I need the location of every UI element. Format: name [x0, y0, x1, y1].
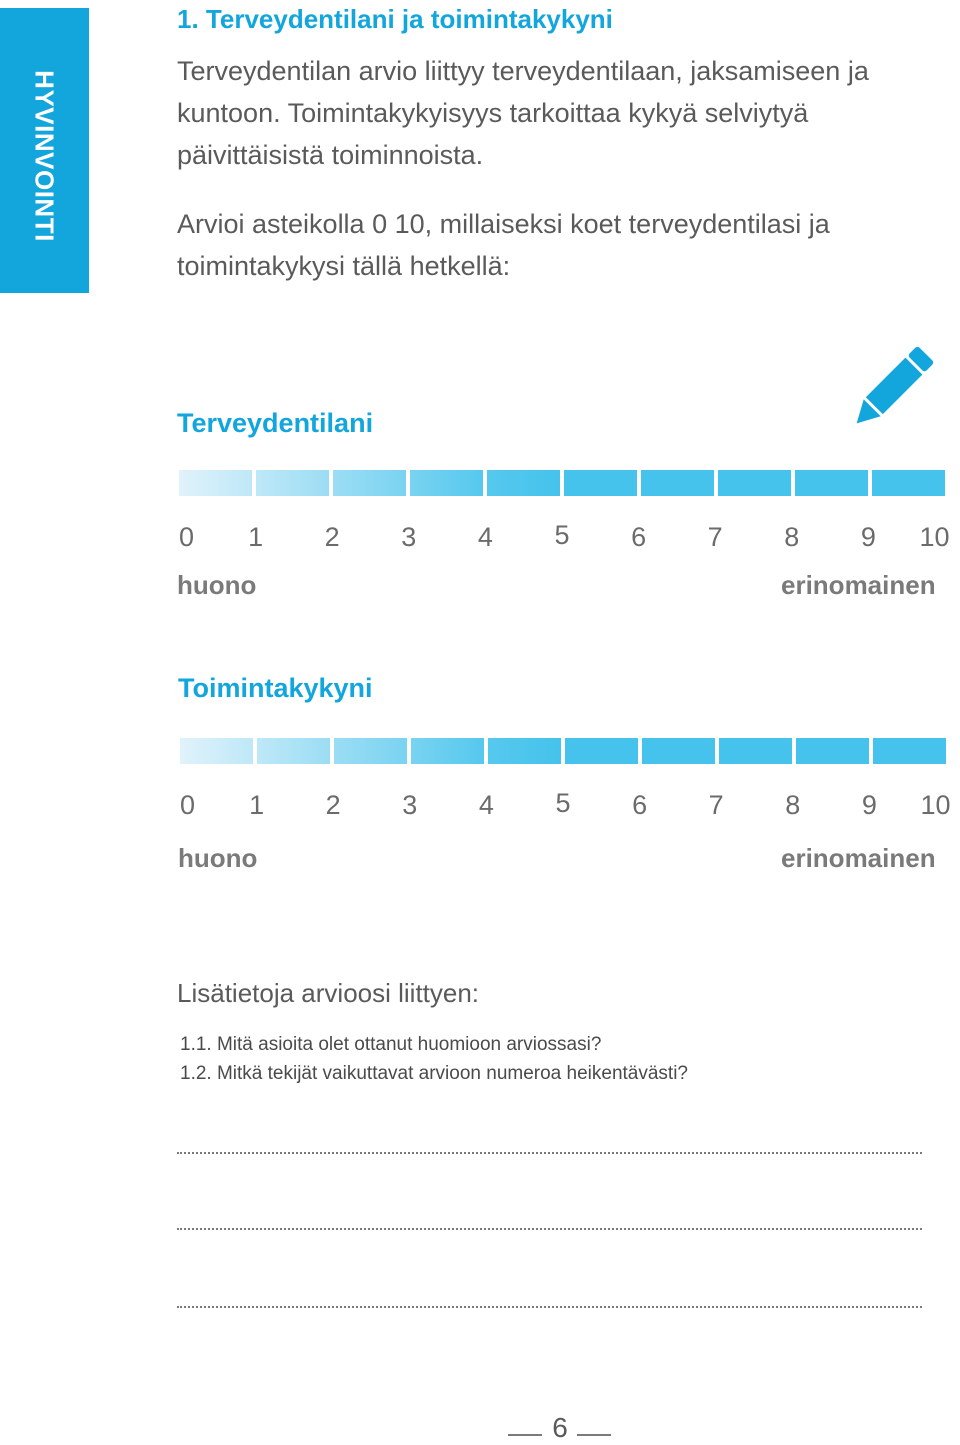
tick-label: 1	[248, 522, 264, 552]
rating-segment[interactable]	[795, 470, 868, 496]
rating-segment[interactable]	[873, 738, 946, 764]
tick-label: 0	[179, 522, 195, 552]
rating-segment[interactable]	[180, 738, 253, 764]
tick-label: 10	[919, 522, 950, 552]
scale-title-function: Toimintakykyni	[178, 673, 373, 703]
tick-label: 4	[477, 522, 493, 552]
rating-segment[interactable]	[488, 738, 561, 764]
rating-segment[interactable]	[333, 470, 406, 496]
pencil-icon	[844, 340, 940, 436]
answer-line[interactable]	[177, 1228, 922, 1230]
rating-segment[interactable]	[642, 738, 715, 764]
section-title: 1. Terveydentilani ja toimintakykyni	[177, 4, 613, 34]
scale-title-health: Terveydentilani	[177, 408, 374, 438]
rating-segment[interactable]	[179, 470, 252, 496]
rating-segment[interactable]	[256, 470, 329, 496]
tick-label: 3	[402, 790, 418, 820]
tick-label: 9	[860, 522, 876, 552]
tick-label: 2	[324, 522, 340, 552]
high-label-function: erinomainen	[781, 843, 936, 873]
tick-label: 5	[555, 788, 571, 818]
tick-label: 8	[785, 790, 801, 820]
tick-label: 6	[632, 790, 648, 820]
low-label-function: huono	[178, 843, 258, 873]
tick-label: 1	[249, 790, 265, 820]
tick-label: 8	[784, 522, 800, 552]
rating-segment[interactable]	[410, 470, 483, 496]
answer-line[interactable]	[177, 1306, 922, 1308]
rating-segment[interactable]	[334, 738, 407, 764]
rating-segment[interactable]	[872, 470, 945, 496]
tick-label: 6	[631, 522, 647, 552]
tick-label: 2	[325, 790, 341, 820]
tick-label: 0	[180, 790, 196, 820]
page-number: 6	[552, 1412, 568, 1443]
rating-bar-function[interactable]	[180, 738, 946, 764]
rating-segment[interactable]	[487, 470, 560, 496]
extra-info-title: Lisätietoja arvioosi liittyen:	[177, 978, 480, 1008]
high-label-health: erinomainen	[781, 570, 936, 600]
question-list	[180, 1030, 688, 1088]
tick-label: 4	[478, 790, 494, 820]
tick-label: 5	[554, 520, 570, 550]
rating-segment[interactable]	[719, 738, 792, 764]
low-label-health: huono	[177, 570, 257, 600]
tick-label: 9	[861, 790, 877, 820]
rating-segment[interactable]	[641, 470, 714, 496]
tick-label: 7	[708, 790, 724, 820]
rating-segment[interactable]	[796, 738, 869, 764]
intro-text: Terveydentilan arvio liittyy terveydentilaan, jaksamiseen ja kuntoon. Toimintakykyisyys tarkoittaa kykyä selviytyä päivittäisistä toiminnoista.	[177, 56, 869, 170]
rating-segment[interactable]	[411, 738, 484, 764]
page-number-dash-left	[508, 1434, 542, 1436]
tick-label: 7	[707, 522, 723, 552]
page-number-dash-right	[577, 1434, 611, 1436]
tick-label: 3	[401, 522, 417, 552]
answer-line[interactable]	[177, 1152, 922, 1154]
rating-segment[interactable]	[718, 470, 791, 496]
rating-segment[interactable]	[564, 470, 637, 496]
tick-labels-health	[179, 520, 950, 556]
tick-labels-function	[180, 788, 951, 824]
rating-segment[interactable]	[257, 738, 330, 764]
question-item: 1.2. Mitkä tekijät vaikuttavat arvioon numeroa heikentävästi?	[180, 1063, 688, 1084]
rating-segment[interactable]	[565, 738, 638, 764]
instruction-text: Arvioi asteikolla 0 10, millaiseksi koet terveydentilasi ja toimintakykysi tällä hetkellä:	[177, 209, 830, 281]
side-tab-label: HYVINVOINTI	[29, 70, 60, 242]
side-tab	[0, 8, 89, 293]
question-item: 1.1. Mitä asioita olet ottanut huomioon arviossasi?	[180, 1034, 602, 1055]
rating-bar-health[interactable]	[179, 470, 945, 496]
tick-label: 10	[920, 790, 951, 820]
